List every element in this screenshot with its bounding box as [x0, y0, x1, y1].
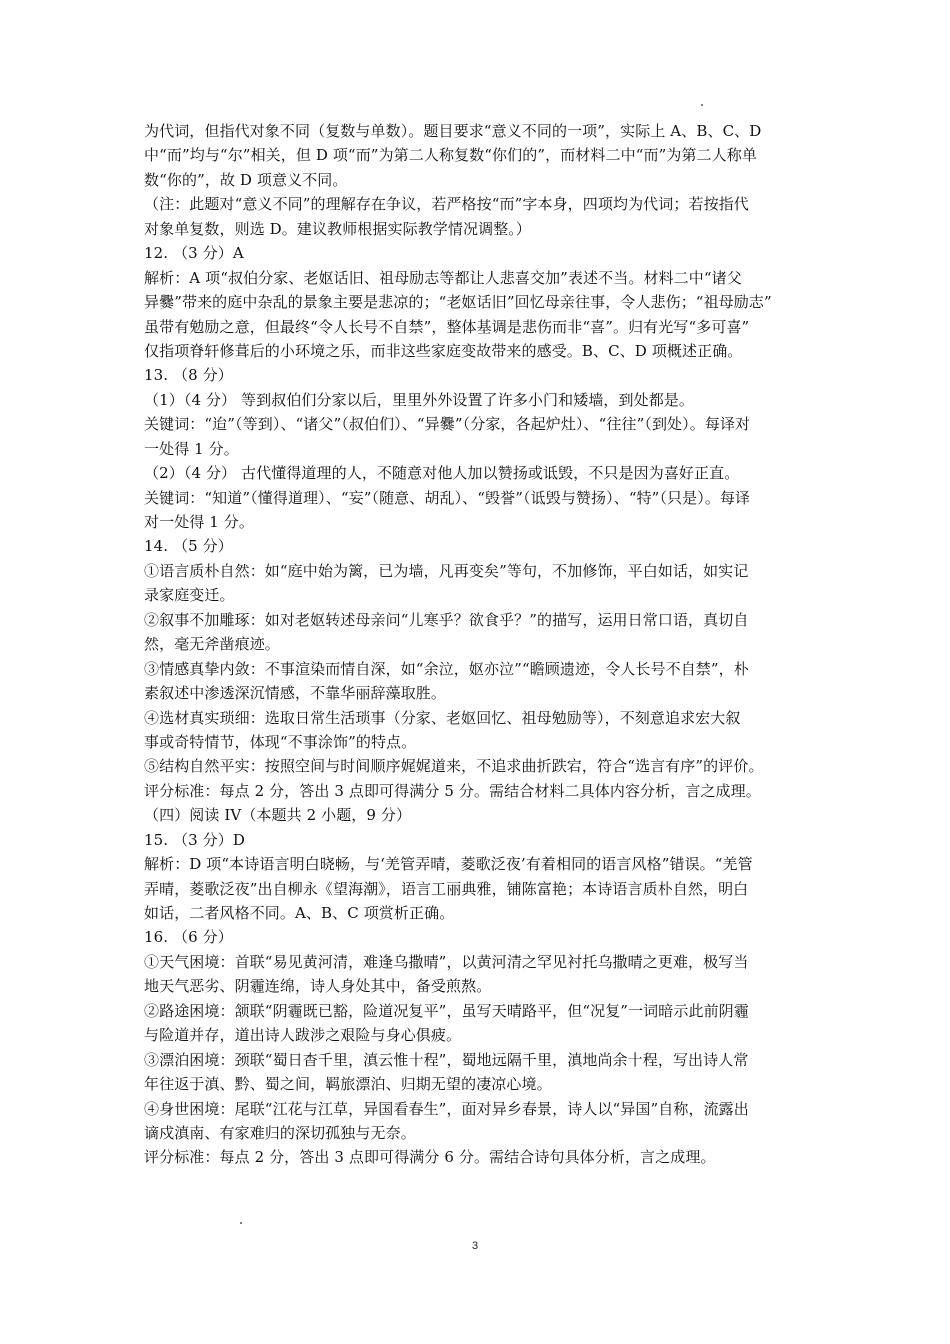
text-line: （2）（4 分） 古代懂得道理的人，不随意对他人加以赞扬或诋毁，不只是因为喜好正直。	[144, 464, 740, 483]
scan-speck	[701, 104, 703, 106]
text-line: （1）（4 分） 等到叔伯们分家以后，里里外外设置了许多小门和矮墙，到处都是。	[144, 390, 695, 409]
text-line: ④选材真实琐细：选取日常生活琐事（分家、老妪回忆、祖母勉励等），不刻意追求宏大叙	[144, 708, 741, 727]
text-line: ②路途困境：颔联“阴霾既已豁，险道况复平”，虽写天晴路平，但“况复”一词暗示此前阴霾	[144, 1001, 749, 1020]
text-line: 为代词，但指代对象不同（复数与单数）。题目要求“意义不同的一项”，实际上 A、B、C、D	[144, 122, 762, 140]
question-heading: 16. （6 分）	[144, 928, 233, 947]
question-heading: 12. （3 分）A	[144, 244, 244, 263]
text-line: 弄晴，菱歌泛夜”出自柳永《望海潮》，语言工丽典雅，铺陈富艳；本诗语言质朴自然，明白	[144, 879, 749, 898]
text-line: ①天气困境：首联“易见黄河清，难逢乌撒晴”，以黄河清之罕见衬托乌撒晴之更难，极写当	[144, 952, 749, 971]
text-line: 中“而”均与“尔”相关，但 D 项“而”为第二人称复数“你们的”，而材料二中“而”为第二人称单	[144, 146, 757, 165]
answer-text-body	[144, 119, 820, 1170]
text-line: 然，毫无斧凿痕迹。	[144, 635, 280, 654]
text-line: 录家庭变迁。	[144, 586, 235, 605]
text-line: 解析：A 项“叔伯分家、老妪话旧、祖母励志等都让人悲喜交加”表述不当。材料二中“诸父	[144, 268, 742, 287]
text-line: ⑤结构自然平实：按照空间与时间顺序娓娓道来，不追求曲折跌宕，符合“选言有序”的评价。	[144, 757, 764, 776]
scan-speck	[240, 1222, 242, 1224]
text-line: 素叙述中渗透深沉情感，不靠华丽辞藻取胜。	[144, 684, 447, 703]
text-line: 如话，二者风格不同。A、B、C 项赏析正确。	[144, 904, 455, 922]
text-line: 年往返于滇、黔、蜀之间，羁旅漂泊、归期无望的凄凉心境。	[144, 1075, 552, 1094]
text-line: （注：此题对“意义不同”的理解存在争议，若严格按“而”字本身，四项均为代词；若按指代	[144, 195, 749, 214]
text-line: 与险道并存，道出诗人跋涉之艰险与身心俱疲。	[144, 1026, 462, 1045]
text-line: ①语言质朴自然：如“庭中始为篱，已为墙，凡再变矣”等句，不加修饰，平白如话，如实记	[144, 561, 749, 580]
text-line: 虽带有勉励之意，但最终“令人长号不自禁”，整体基调是悲伤而非“喜”。归有光写“多可喜”	[144, 317, 750, 336]
text-line: 仅指项脊轩修葺后的小环境之乐，而非这些家庭变故带来的感受。B、C、D 项概述正确。	[144, 341, 743, 360]
text-line: 对象单复数，则选 D。建议教师根据实际教学情况调整。）	[144, 219, 531, 238]
text-line: ②叙事不加雕琢：如对老妪转述母亲问“儿寒乎？欲食乎？”的描写，运用日常口语，真切自	[144, 610, 749, 629]
text-line: 谪戍滇南、有家难归的深切孤独与无奈。	[144, 1123, 416, 1142]
text-line: ④身世困境：尾联“江花与江草，异国看春生”，面对异乡春景，诗人以“异国”自称，流露出	[144, 1099, 749, 1118]
text-line: 异爨”带来的庭中杂乱的景象主要是悲凉的；“老妪话旧”回忆母亲往事，令人悲伤；“祖母励志”	[144, 293, 772, 312]
text-line: 对一处得 1 分。	[144, 513, 254, 531]
text-line: ③漂泊困境：颈联“蜀日杳千里，滇云惟十程”，蜀地远隔千里，滇地尚余十程，写出诗人常	[144, 1050, 749, 1069]
text-line: 关键词：“知道”（懂得道理）、“妄”（随意、胡乱）、“毁誉”（诋毁与赞扬）、“特”（只是）。每译	[144, 488, 751, 507]
section-heading: （四）阅读 IV（本题共 2 小题，9 分）	[144, 806, 412, 825]
page-number: 3	[471, 1240, 479, 1252]
text-line: 事或奇特情节，体现“不事涂饰”的特点。	[144, 732, 417, 751]
text-line: 数“你的”，故 D 项意义不同。	[144, 170, 348, 189]
text-line: 地天气恶劣、阴霾连绵，诗人身处其中，备受煎熬。	[144, 977, 492, 996]
question-heading: 14. （5 分）	[144, 537, 233, 556]
text-line: ③情感真挚内敛：不事渲染而情自深，如“余泣，妪亦泣”“瞻顾遗迹，令人长号不自禁”，朴	[144, 659, 749, 678]
text-line: 解析：D 项“本诗语言明白晓畅，与‘羌管弄晴，菱歌泛夜’有着相同的语言风格”错误。“羌管	[144, 855, 753, 874]
text-line: 一处得 1 分。	[144, 439, 239, 458]
question-heading: 13. （8 分）	[144, 366, 233, 385]
text-line: 关键词：“迨”（等到）、“诸父”（叔伯们）、“异爨”（分家，各起炉灶）、“往往”（到处）。每译对	[144, 415, 751, 434]
question-heading: 15. （3 分）D	[144, 830, 245, 849]
text-line: 评分标准：每点 2 分，答出 3 点即可得满分 6 分。需结合诗句具体分析，言之成理。	[144, 1148, 716, 1167]
text-line: 评分标准：每点 2 分，答出 3 点即可得满分 5 分。需结合材料二具体内容分析，言之成理。	[144, 781, 761, 800]
